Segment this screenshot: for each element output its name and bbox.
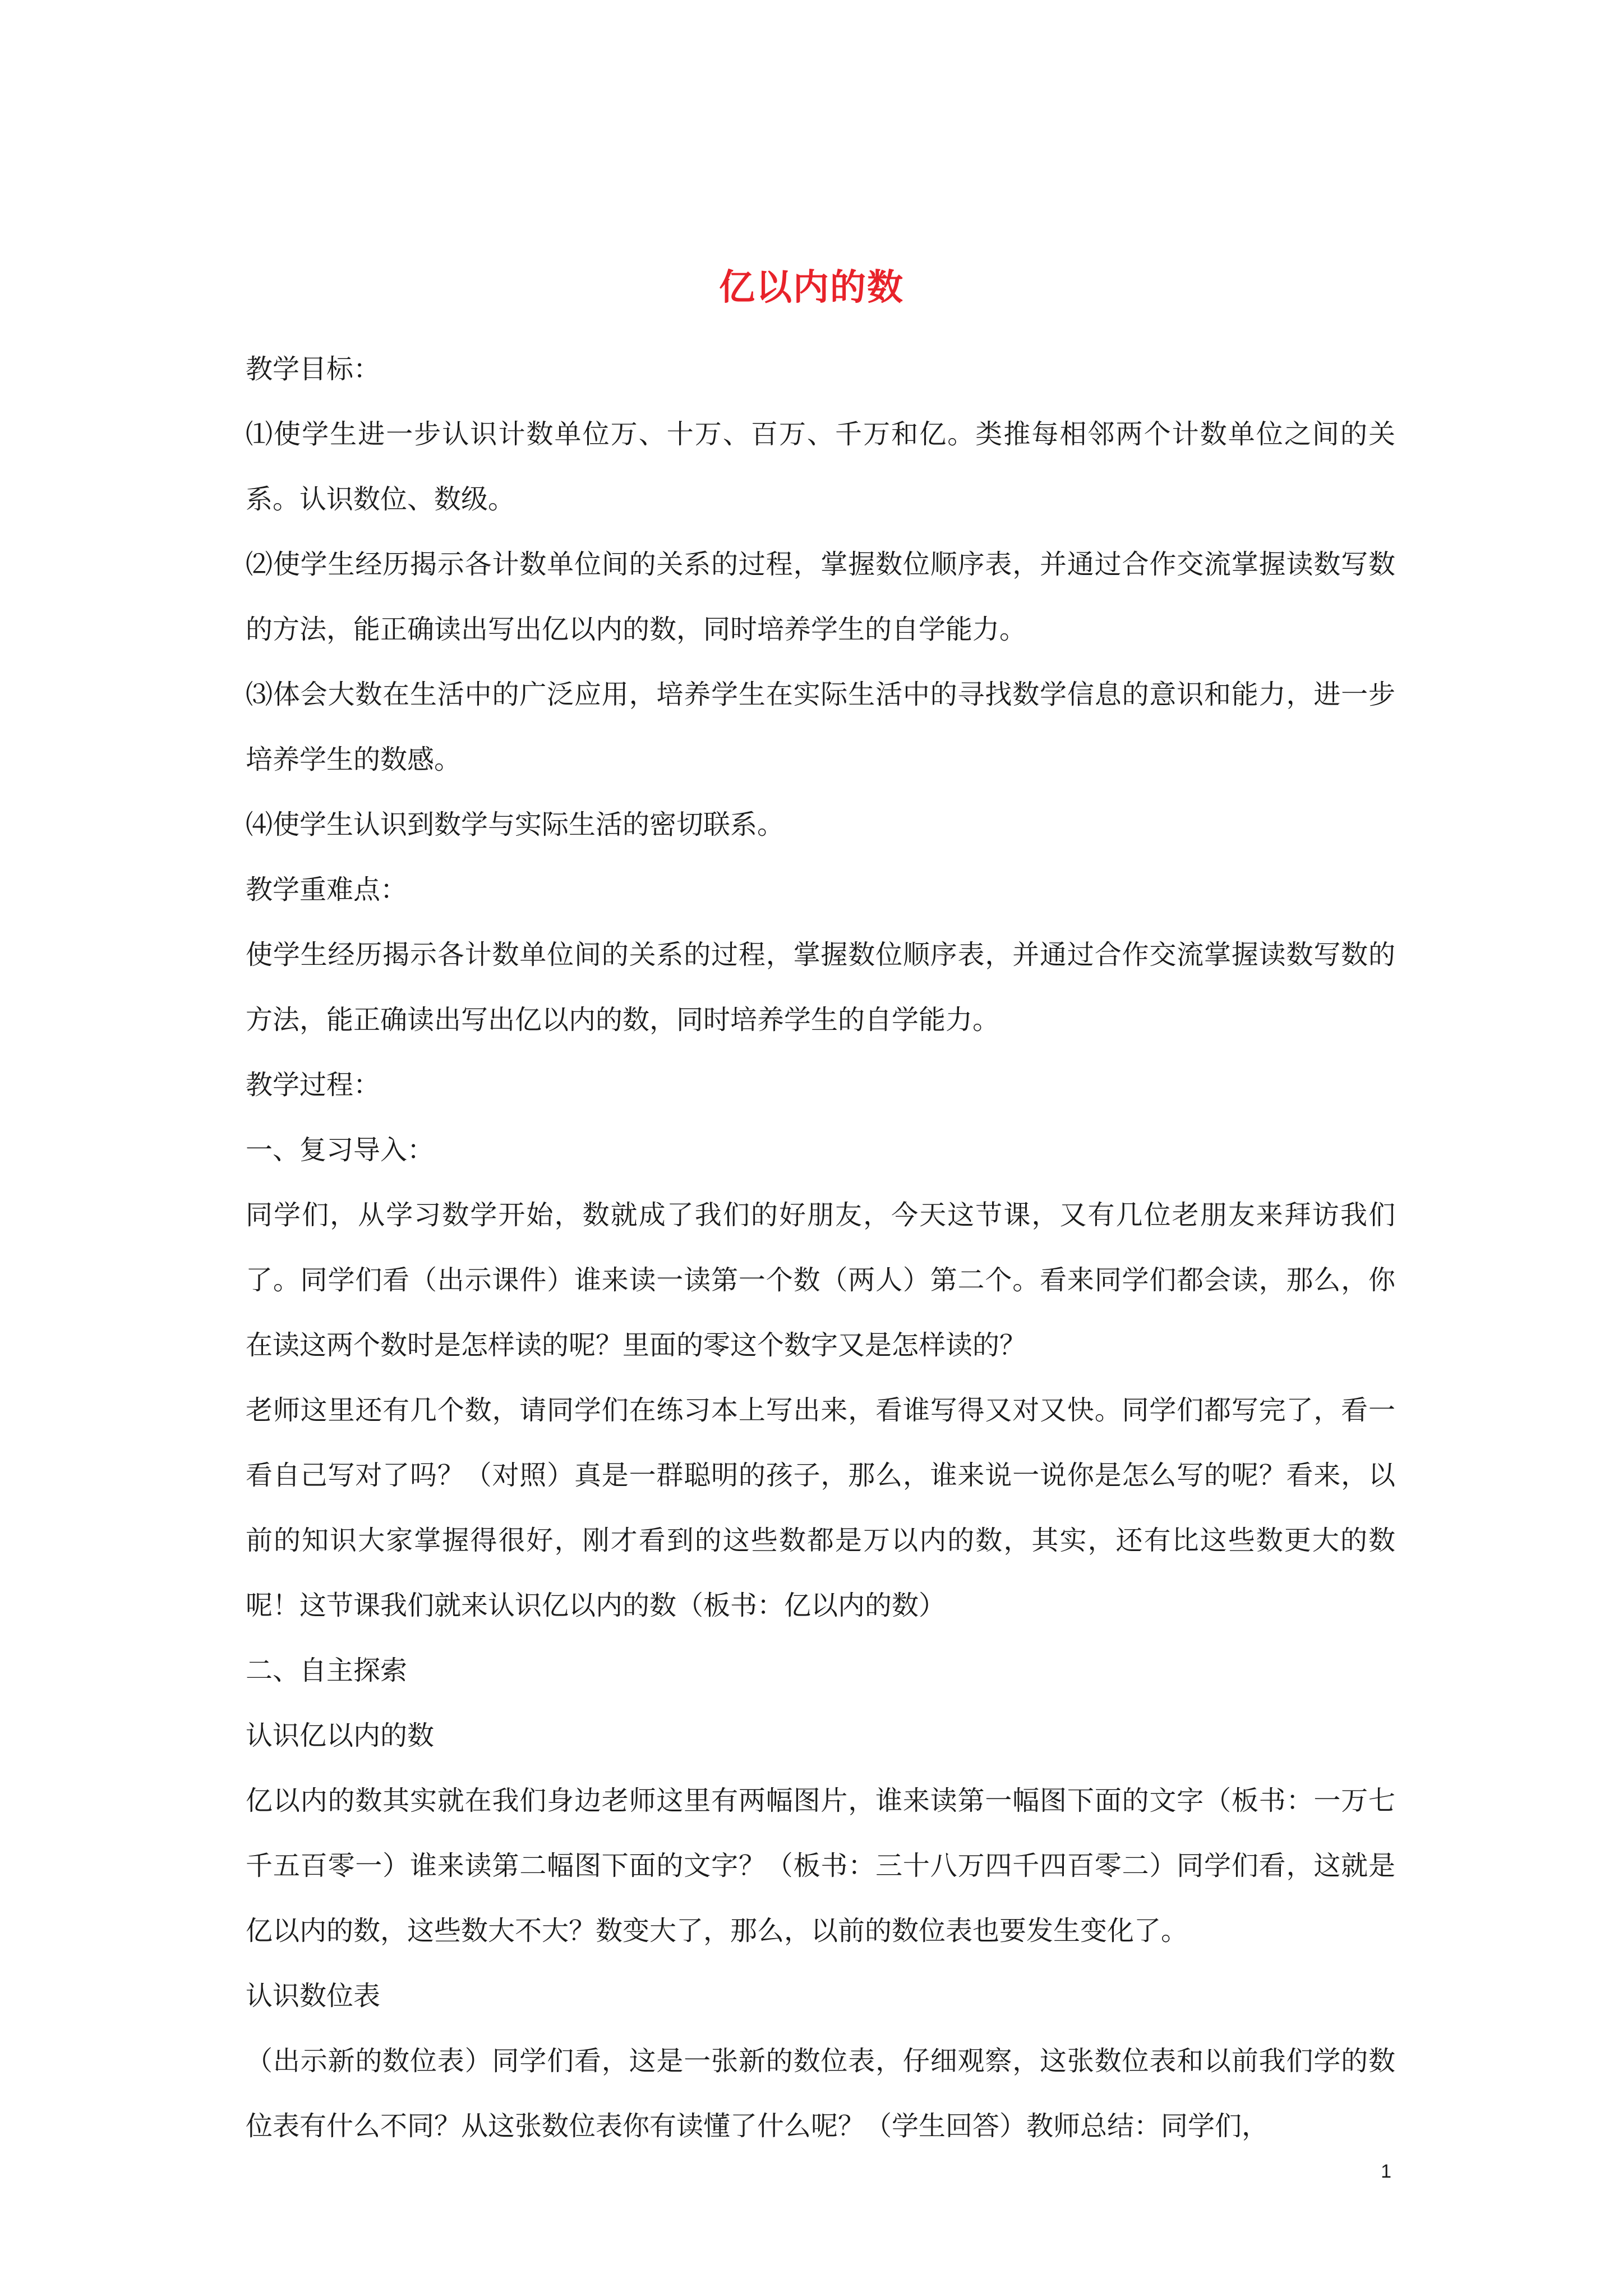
document-body: [246, 337, 1395, 2159]
place-value-paragraph: （出示新的数位表）同学们看，这是一张新的数位表，仔细观察，这张数位表和以前我们学的数位表有什么不同？从这张数位表你有读懂了什么呢？（学生回答）教师总结：同学们，: [246, 2045, 1395, 2142]
review-paragraph-2: 老师这里还有几个数，请同学们在练习本上写出来，看谁写得又对又快。同学们都写完了，看一看自己写对了吗？（对照）真是一群聪明的孩子，那么，谁来说一说你是怎么写的呢？看来，以前的知识大家掌握得很好，刚才看到的这些数都是万以内的数，其实，还有比这些数更大的数呢！这节课我们就来认识亿以内的数（板书：亿以内的数）: [246, 1395, 1395, 1621]
subsection-heading-review: 一、复习导入：: [246, 1134, 435, 1166]
key-points-text: 使学生经历揭示各计数单位间的关系的过程，掌握数位顺序表，并通过合作交流掌握读数写数的方法，能正确读出写出亿以内的数，同时培养学生的自学能力。: [246, 939, 1395, 1036]
section-heading-process: 教学过程：: [246, 1069, 381, 1101]
section-heading-objectives: 教学目标：: [246, 353, 381, 385]
document-title: 亿以内的数: [719, 266, 904, 309]
topic-heading-place-value: 认识数位表: [246, 1980, 381, 2012]
review-paragraph-1: 同学们，从学习数学开始，数就成了我们的好朋友，今天这节课，又有几位老朋友来拜访我们了。同学们看（出示课件）谁来读一读第一个数（两人）第二个。看来同学们都会读，那么，你在读这两个数时是怎样读的呢？里面的零这个数字又是怎样读的？: [246, 1199, 1395, 1361]
objective-3: ⑶体会大数在生活中的广泛应用，培养学生在实际生活中的寻找数学信息的意识和能力，进一步培养学生的数感。: [246, 679, 1395, 775]
section-heading-key-points: 教学重难点：: [246, 874, 408, 905]
topic-heading-numbers: 认识亿以内的数: [246, 1720, 435, 1751]
numbers-paragraph: 亿以内的数其实就在我们身边老师这里有两幅图片，谁来读第一幅图下面的文字（板书：一万七千五百零一）谁来读第二幅图下面的文字？（板书：三十八万四千四百零二）同学们看，这就是亿以内的数，这些数大不大？数变大了，那么，以前的数位表也要发生变化了。: [246, 1785, 1395, 1947]
objective-4: ⑷使学生认识到数学与实际生活的密切联系。: [246, 809, 785, 840]
objective-2: ⑵使学生经历揭示各计数单位间的关系的过程，掌握数位顺序表，并通过合作交流掌握读数写数的方法，能正确读出写出亿以内的数，同时培养学生的自学能力。: [246, 549, 1395, 645]
objective-1: ⑴使学生进一步认识计数单位万、十万、百万、千万和亿。类推每相邻两个计数单位之间的关系。认识数位、数级。: [246, 418, 1395, 515]
subsection-heading-explore: 二、自主探索: [246, 1655, 408, 1686]
page-number: 1: [1381, 2161, 1391, 2182]
